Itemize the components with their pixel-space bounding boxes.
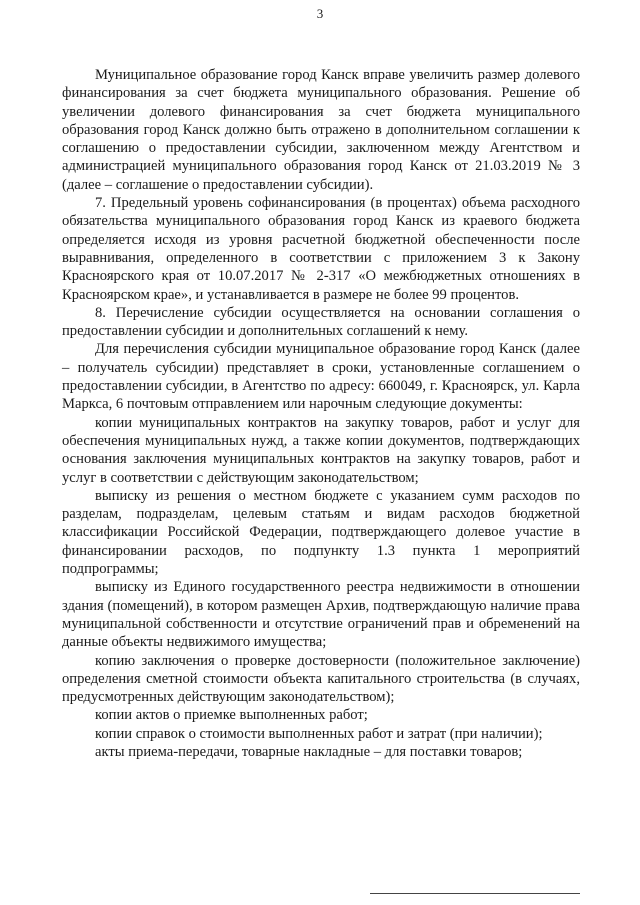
list-item-registry-extract: выписку из Единого государственного реестра недвижимости в отношении здания (помещений), в котором размещен Архив, подтверждающую наличие права муниципальной собственности и отсутствие ограничений прав и обременений на данные объекты недвижимого имущества; [62,579,580,651]
paragraph-co-financing-increase: Муниципальное образование город Канск вправе увеличить размер долевого финансирования за счет бюджета муниципального образования. Решение об увеличении долевого финансирования за счет бюджета муниципального образования город Канск должно быть отражено в дополнительном соглашении к соглашению о предоставлении субсидии, заключенном между Агентством и администрацией муниципального образования город Канск от 21.03.2019 № 3 (далее – соглашение о предоставлении субсидии). [62,67,580,193]
list-item-transfer-acts: акты приема-передачи, товарные накладные – для поставки товаров; [95,743,523,760]
paragraph-item-7: 7. Предельный уровень софинансирования (в процентах) объема расходного обязательства муниципального образования город Канск из краевого бюджета определяется исходя из уровня расчетной бюджетной обеспеченности после выравнивания, определенного в соответствии с приложением 3 к Закону Красноярского края от 10.07.2017 № 2-317 «О межбюджетных отношениях в Красноярском крае», и устанавливается в размере не более 99 процентов. [62,195,580,303]
list-item-estimate-conclusion: копию заключения о проверке достоверности (положительное заключение) определения сметной стоимости объекта капитального строительства (в случаях, предусмотренных действующим законодательством); [62,652,580,706]
list-item-budget-extract: выписку из решения о местном бюджете с указанием сумм расходов по разделам, подразделам, целевым статьям и видам расходов бюджетной классификации Российской Федерации, подтверждающего долевое участие в финансировании расходов, по подпункту 1.3 пункта 1 мероприятий подпрограммы; [62,487,580,578]
footer-divider [370,893,580,894]
document-body [62,66,580,761]
list-item-contract-copies: копии муниципальных контрактов на закупку товаров, работ и услуг для обеспечения муниципальных нужд, а также копии документов, подтверждающих основания заключения муниципальных контрактов на закупку товаров, работ и услуг в соответствии с действующим законодательством; [62,414,580,486]
page-number: 3 [316,6,324,21]
list-item-cost-certificates: копии справок о стоимости выполненных работ и затрат (при наличии); [95,725,543,742]
paragraph-item-8: 8. Перечисление субсидии осуществляется на основании соглашения о предоставлении субсидии и дополнительных соглашений к нему. [62,304,580,340]
paragraph-documents-intro: Для перечисления субсидии муниципальное образование город Канск (далее – получатель субсидии) представляет в сроки, установленные соглашением о предоставлении субсидии, в Агентство по адресу: 660049, г. Красноярск, ул. Карла Маркса, 6 почтовым отправлением или нарочным следующие документы: [62,341,580,413]
list-item-acceptance-acts: копии актов о приемке выполненных работ; [95,707,368,724]
